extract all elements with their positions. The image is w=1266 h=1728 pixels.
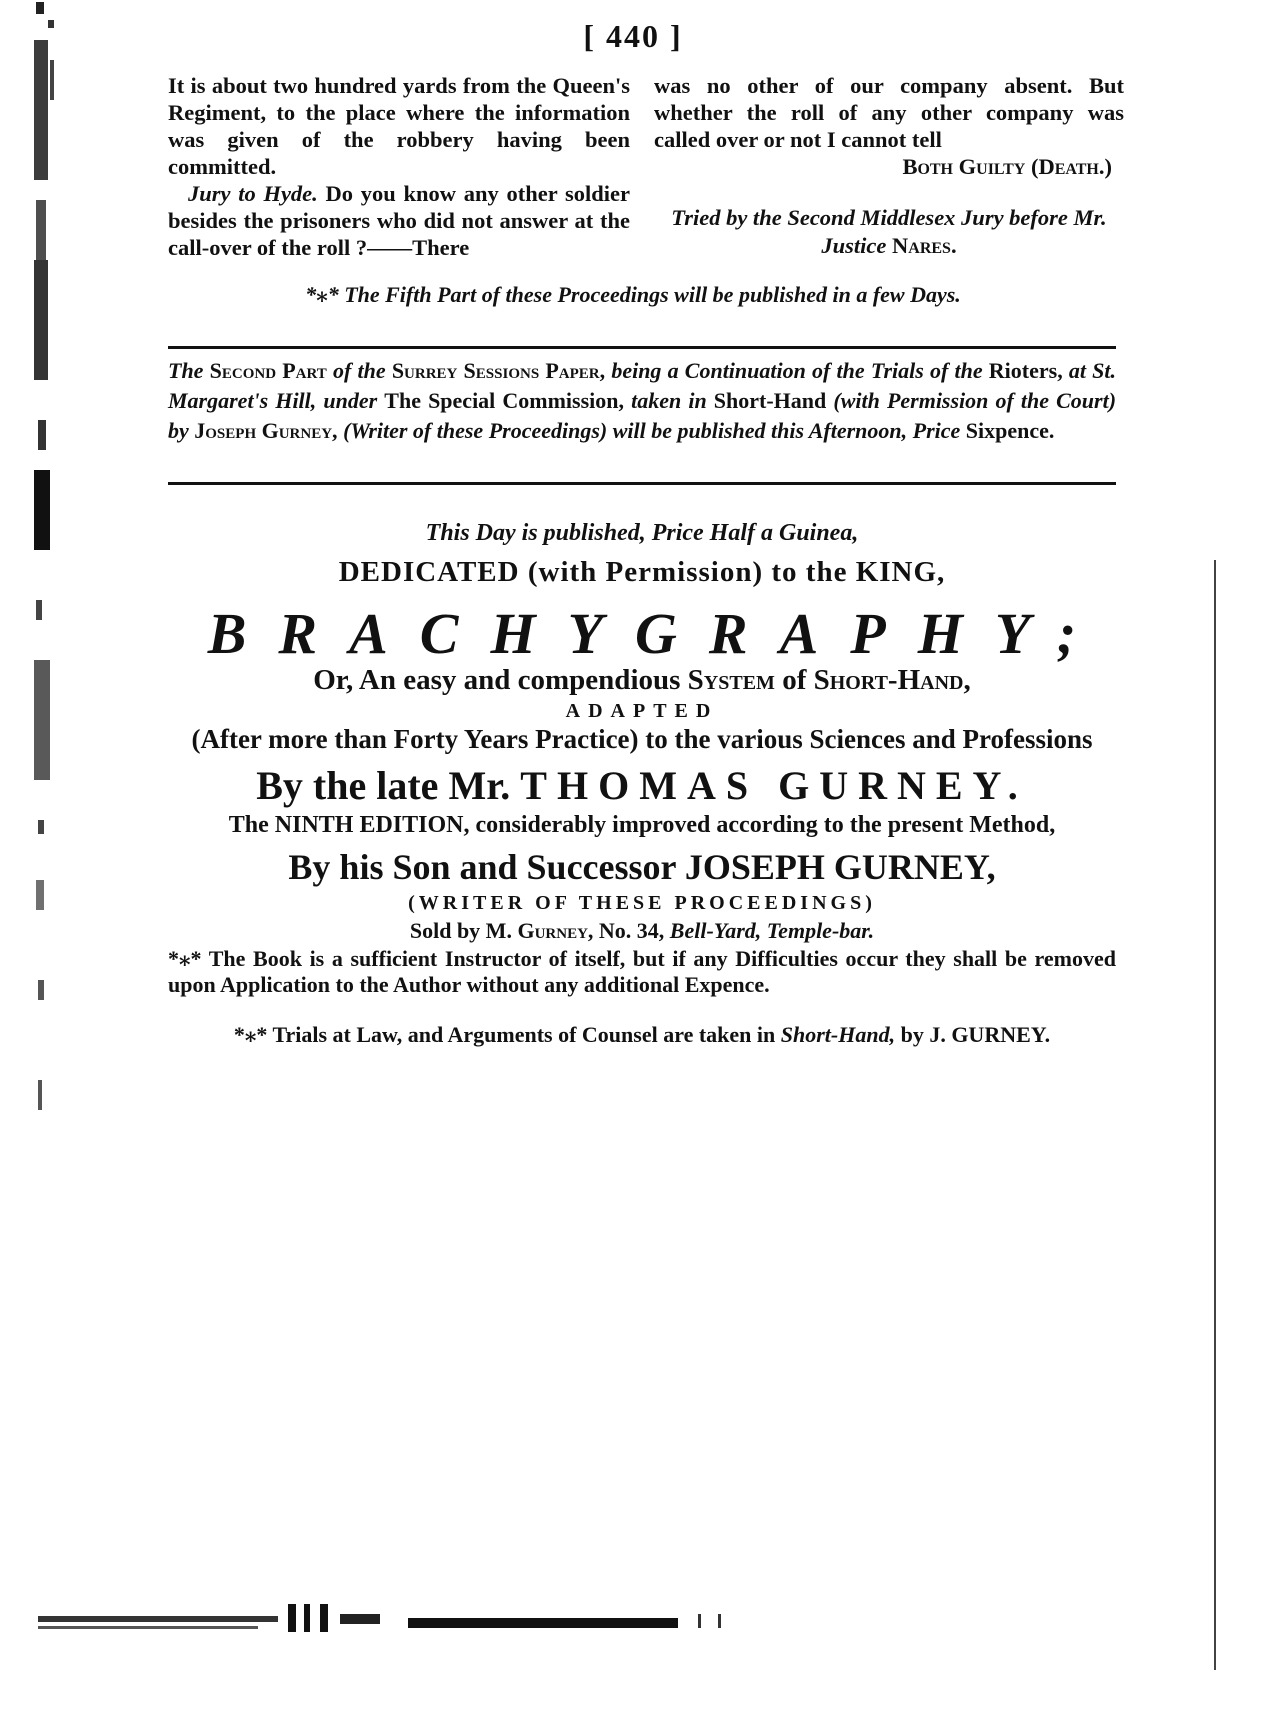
subtitle-text: Or, An easy and compendious — [313, 664, 681, 696]
divider-bottom — [168, 482, 1116, 485]
sold-text: Bell-Yard, Temple-bar. — [669, 918, 875, 943]
ad-after-line: (After more than Forty Years Practice) to the various Sciences and Professions — [191, 724, 1093, 754]
trial-note — [654, 204, 1124, 260]
ad-dedication: DEDICATED (with Permission) to the KING, — [338, 556, 946, 588]
verdict: Both Guilty (Death.) — [902, 154, 1112, 179]
scan-footer-marks — [38, 1598, 738, 1634]
trial-note-judge: Nares. — [892, 233, 957, 258]
left-column — [168, 72, 630, 261]
notice-text: Joseph Gurney, — [194, 418, 338, 443]
scan-edge-line — [1214, 560, 1216, 1670]
ad-sold-by — [168, 918, 1116, 944]
notice-text: at St. Margaret's Hill, under — [168, 358, 1117, 413]
ad-adapted: ADAPTED — [565, 700, 719, 722]
notice-text: Second Part — [209, 358, 327, 383]
ad-book-note: *⁎* The Book is a sufficient Instructor of itself, but if any Difficulties occur they shall be removed upon Application to the Author without any additional Expence. — [168, 946, 1116, 997]
trials-text: Short-Hand, — [780, 1022, 896, 1047]
fifth-part-notice: *⁎* The Fifth Part of these Proceedings will be published in a few Days. — [305, 282, 961, 307]
notice-text: The — [168, 358, 204, 383]
divider-top — [168, 346, 1116, 349]
ad-edition: The NINTH EDITION, considerably improved according to the present Method, — [228, 812, 1056, 838]
scan-margin-marks — [30, 0, 70, 1200]
right-column — [654, 72, 1124, 260]
subtitle-text: System — [687, 664, 775, 696]
notice-text: (Writer of these Proceedings) will be published this Afternoon, Price — [343, 418, 961, 443]
author-name: THOMAS GURNEY. — [520, 763, 1028, 808]
notice-text: Sixpence. — [965, 418, 1055, 443]
notice-text: being a Continuation of the Trials of the — [611, 358, 983, 383]
notice-text: taken in — [631, 388, 707, 413]
question-text: Do you know any other soldier besides the prisoners who did not answer at the call-over of the roll ?——There — [168, 181, 631, 260]
jury-question — [168, 180, 630, 261]
speaker-label: Jury to Hyde. — [188, 181, 318, 206]
second-part-notice — [168, 356, 1116, 446]
trial-note-line1: Tried by the Second Middlesex Jury before Mr. — [671, 205, 1107, 230]
ad-successor: By his Son and Successor JOSEPH GURNEY, — [288, 847, 996, 887]
notice-text: Rioters, — [988, 358, 1063, 383]
trials-text: *⁎* Trials at Law, and Arguments of Counsel are taken in — [233, 1022, 776, 1047]
notice-text: Surrey Sessions Paper, — [391, 358, 606, 383]
ad-publish-line: This Day is published, Price Half a Guinea, — [425, 520, 859, 546]
notice-text: (with Permission of the Court) by — [168, 388, 1117, 443]
ad-author — [168, 762, 1116, 809]
author-prefix: By the late Mr. — [256, 763, 511, 808]
subtitle-text: Short-Hand, — [813, 664, 971, 696]
notice-text: of the — [333, 358, 386, 383]
notice-text: Short-Hand — [713, 388, 827, 413]
ad-title: BRACHYGRAPHY; — [207, 601, 1109, 666]
subtitle-text: of — [782, 664, 807, 696]
right-paragraph: was no other of our company absent. But whether the roll of any other company was called over or not I cannot tell — [654, 73, 1124, 152]
sold-text: No. 34, — [598, 918, 665, 943]
sold-text: Gurney, — [517, 918, 594, 943]
trials-text: by J. GURNEY. — [900, 1022, 1051, 1047]
ad-writer: (WRITER OF THESE PROCEEDINGS) — [408, 892, 876, 914]
trial-note-justice: Justice — [821, 233, 887, 258]
sold-text: Sold by M. — [409, 918, 512, 943]
ad-trials-note — [168, 1022, 1116, 1048]
left-paragraph: It is about two hundred yards from the Queen's Regiment, to the place where the information was given of the robbery having been committed. — [168, 73, 630, 179]
ad-subtitle — [168, 664, 1116, 697]
notice-text: The Special Commission, — [384, 388, 625, 413]
page-number: [ 440 ] — [583, 18, 683, 54]
